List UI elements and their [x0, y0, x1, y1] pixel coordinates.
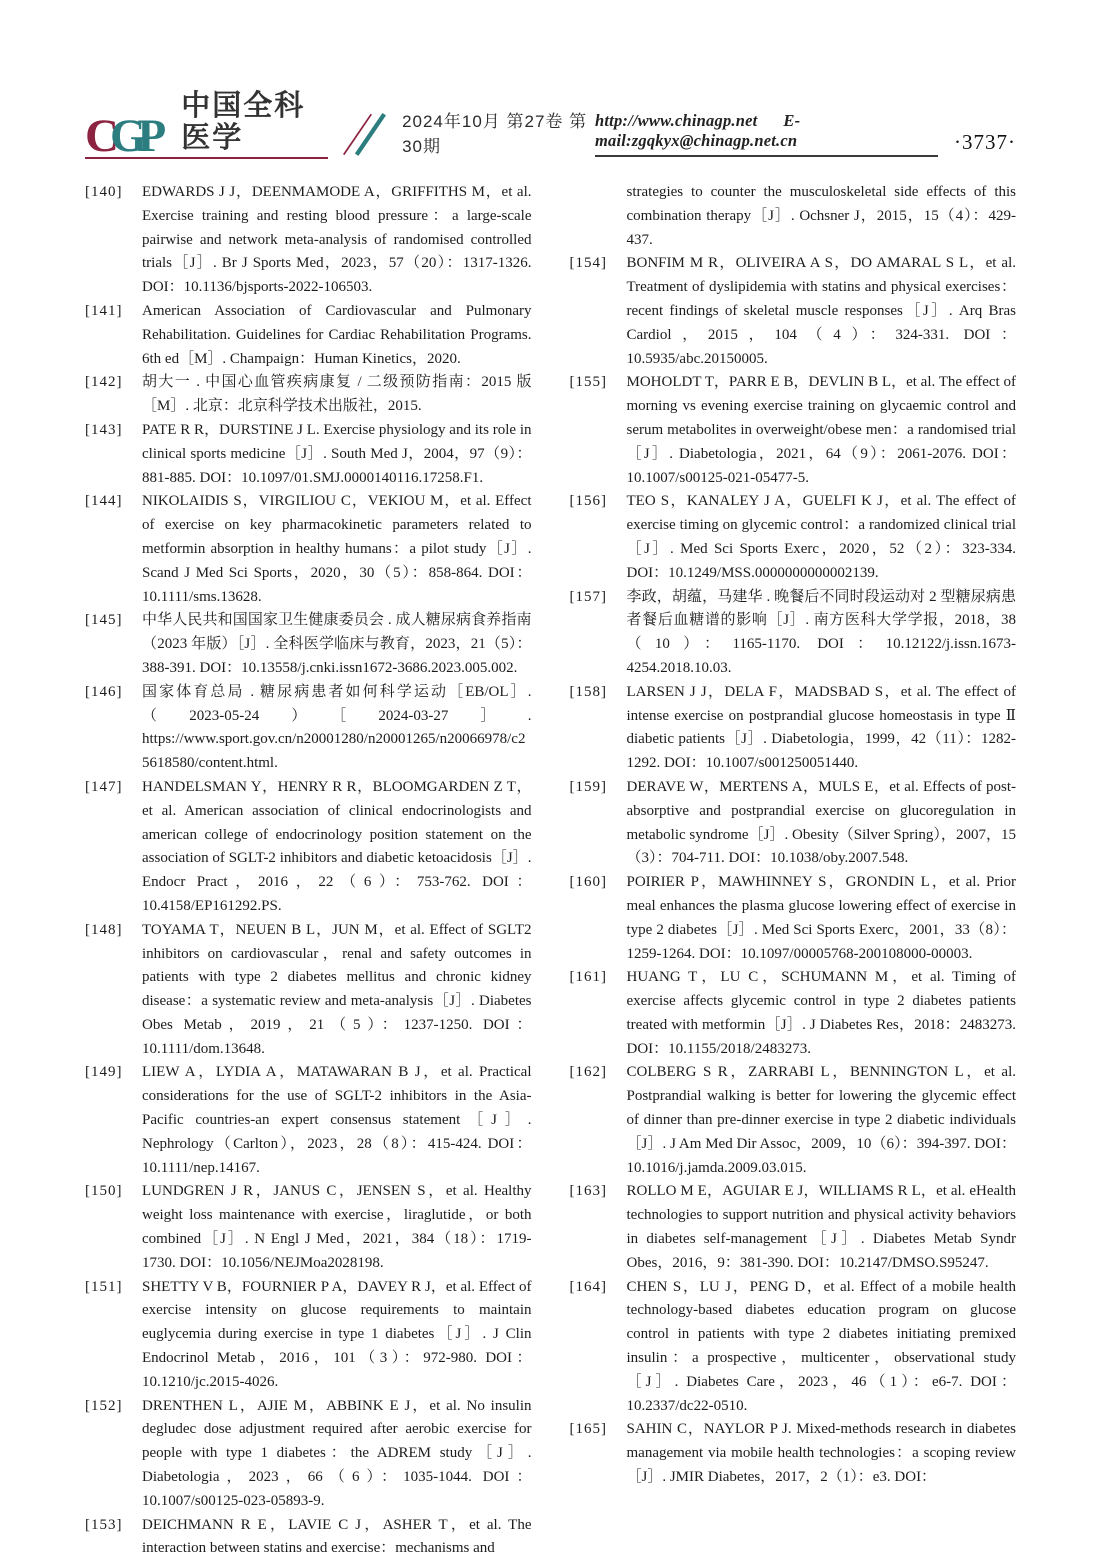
reference-number: [163]: [569, 1183, 607, 1200]
reference-item: [570, 490, 1017, 585]
reference-number: [145]: [85, 612, 123, 629]
reference-item: [85, 300, 532, 371]
reference-item: [85, 1514, 532, 1561]
slash-divider-icon: [342, 109, 392, 159]
header-right: [595, 111, 1016, 159]
reference-item: [85, 681, 532, 776]
reference-text: SHETTY V B，FOURNIER P A，DAVEY R J，et al. Effect of exercise intensity on glucose requirements to maintain euglycemia during exercise in type 1 diabetes［J］. J Clin Endocrinol Metab，2016，101（3）：972-980. DOI：10.1210/jc.2015-4026.: [142, 1278, 532, 1390]
reference-text: COLBERG S R，ZARRABI L，BENNINGTON L，et al. Postprandial walking is better for lowering the glycemic effect of dinner than pre-dinner exercise in type 2 diabetic individuals［J］. J Am Med Dir Assoc，2009，10（6）：394-397. DOI：10.1016/j.jamda.2009.03.015.: [626, 1064, 1016, 1176]
reference-text: DERAVE W，MERTENS A，MULS E，et al. Effects of post-absorptive and postprandial exercise on glucoregulation in metabolic syndrome［J］. Obesity（Silver Spring），2007，15（3）：704-711. DOI：10.1038/oby.2007.548.: [626, 778, 1016, 867]
website-email: [595, 111, 938, 157]
reference-item: [570, 1180, 1017, 1275]
reference-item: [85, 1180, 532, 1275]
references-left-column: [85, 181, 532, 1561]
reference-number: [152]: [85, 1397, 123, 1414]
logo-letter-p: P: [137, 110, 158, 162]
reference-number: [157]: [569, 588, 607, 605]
reference-text: PATE R R，DURSTINE J L. Exercise physiology and its role in clinical sports medicine［J］. South Med J，2004，97（9）：881-885. DOI：10.1097/01.SMJ.0000140116.17258.F1.: [142, 421, 532, 486]
reference-item: [570, 1418, 1017, 1489]
reference-text: MOHOLDT T，PARR E B，DEVLIN B L，et al. The effect of morning vs evening exercise training on glycaemic control and serum metabolites in overweight/obese men：a randomised trial［J］. Diabetologia，2021，64（9）：2061-2076. DOI：10.1007/s00125-021-05477-5.: [626, 374, 1016, 486]
reference-text: CHEN S，LU J，PENG D，et al. Effect of a mobile health technology-based diabetes education program on glucose control in patients with type 2 diabetes initiating premixed insulin：a prospective，multicenter，observational study［J］. Diabetes Care，2023，46（1）：e6-7. DOI：10.2337/dc22-0510.: [626, 1278, 1016, 1414]
reference-number: [148]: [85, 921, 123, 938]
reference-text: HUANG T，LU C，SCHUMANN M，et al. Timing of exercise affects glycemic control in type 2 diabetes patients treated with metformin［J］. J Diabetes Res，2018：2483273. DOI：10.1155/2018/2483273.: [626, 969, 1016, 1057]
reference-text: EDWARDS J J，DEENMAMODE A，GRIFFITHS M，et al. Exercise training and resting blood pressure：a large-scale pairwise and network meta-analysis of randomised controlled trials［J］. Br J Sports Med，2023，57（20）：1317-1326. DOI：10.1136/bjsports-2022-106503.: [142, 184, 532, 296]
reference-number: [150]: [85, 1183, 123, 1200]
reference-item: [85, 181, 532, 300]
reference-item: [570, 1061, 1017, 1180]
reference-number: [165]: [569, 1421, 607, 1438]
reference-item: [570, 681, 1017, 776]
reference-item: [570, 371, 1017, 490]
reference-text: TEO S，KANALEY J A，GUELFI K J，et al. The effect of exercise timing on glycemic control：a randomized clinical trial［J］. Med Sci Sports Exerc，2020，52（2）：323-334. DOI：10.1249/MSS.0000000000002139.: [626, 493, 1016, 581]
reference-item: [570, 252, 1017, 371]
reference-number: [570, 181, 627, 252]
reference-number: [154]: [569, 255, 607, 272]
reference-item: [85, 419, 532, 490]
reference-number: [162]: [569, 1064, 607, 1081]
reference-item: [85, 1395, 532, 1514]
reference-number: [155]: [569, 374, 607, 391]
reference-text: LARSEN J J，DELA F，MADSBAD S，et al. The effect of intense exercise on postprandial glucose homeostasis in type Ⅱ diabetic patients［J］. Diabetologia，1999，42（11）：1282-1292. DOI：10.1007/s001250051440.: [626, 683, 1016, 772]
website-url: http://www.chinagp.net: [595, 111, 758, 130]
journal-name: 中国全科医学: [181, 90, 306, 154]
reference-number: [158]: [569, 683, 607, 700]
reference-number: [164]: [569, 1278, 607, 1295]
email-address: E-mail:zgqkyx@chinagp.net.cn: [595, 111, 801, 150]
reference-number: [161]: [569, 969, 607, 986]
reference-text: 胡大一 . 中国心血管疾病康复 / 二级预防指南：2015 版［M］. 北京：北京科学技术出版社，2015.: [142, 374, 532, 415]
reference-text: 中华人民共和国国家卫生健康委员会 . 成人糖尿病食养指南（2023 年版）［J］. 全科医学临床与教育，2023，21（5）：388-391. DOI：10.13558/j.cnki.issn1672-3686.2023.005.002.: [142, 612, 532, 676]
reference-text: American Association of Cardiovascular and Pulmonary Rehabilitation. Guidelines for Cardiac Rehabilitation Programs. 6th ed［M］. Champaign：Human Kinetics，2020.: [142, 302, 532, 367]
reference-text: 李政，胡蕴，马建华 . 晚餐后不同时段运动对 2 型糖尿病患者餐后血糖谱的影响［J］. 南方医科大学学报，2018，38（10）：1165-1170. DOI：10.12122/j.issn.1673-4254.2018.10.03.: [626, 588, 1016, 676]
reference-number: [151]: [85, 1278, 123, 1295]
reference-text: BONFIM M R，OLIVEIRA A S，DO AMARAL S L，et al. Treatment of dyslipidemia with statins and physical exercises：recent findings of skeletal muscle responses［J］. Arq Bras Cardiol，2015，104（4）：324-331. DOI：10.5935/abc.20150005.: [626, 255, 1016, 367]
references-right-column: [570, 181, 1017, 1561]
reference-number: [140]: [85, 184, 123, 200]
page-header: [85, 90, 1016, 162]
reference-number: [141]: [85, 302, 123, 319]
reference-item: [85, 609, 532, 680]
references-section: [85, 181, 1016, 1561]
reference-item: [85, 371, 532, 419]
reference-text: DEICHMANN R E，LAVIE C J，ASHER T，et al. The interaction between statins and exercise：mechanisms and: [142, 1516, 532, 1557]
reference-text: DRENTHEN L，AJIE M，ABBINK E J，et al. No insulin degludec dose adjustment required after aerobic exercise for people with type 1 diabetes：the ADREM study［J］. Diabetologia，2023，66（6）：1035-1044. DOI：10.1007/s00125-023-05893-9.: [142, 1397, 532, 1509]
reference-text: POIRIER P，MAWHINNEY S，GRONDIN L，et al. Prior meal enhances the plasma glucose lowering effect of exercise in type 2 diabetes［J］. Med Sci Sports Exerc，2001，33（8）：1259-1264. DOI：10.1097/00005768-200108000-00003.: [626, 874, 1016, 962]
reference-item: [570, 181, 1017, 252]
reference-number: [143]: [85, 421, 123, 438]
reference-number: [160]: [569, 874, 607, 891]
reference-text: SAHIN C，NAYLOR P J. Mixed-methods research in diabetes management via mobile health technologies：a scoping review［J］. JMIR Diabetes，2017，2（1）：e3. DOI：: [626, 1421, 1016, 1486]
reference-number: [149]: [85, 1064, 123, 1081]
journal-logo-block: [85, 90, 328, 162]
reference-number: [147]: [85, 778, 123, 795]
reference-number: [153]: [85, 1516, 123, 1533]
reference-number: [146]: [85, 683, 123, 700]
reference-item: [85, 919, 532, 1062]
reference-item: [570, 1276, 1017, 1419]
page-number: ·3737·: [954, 130, 1016, 154]
reference-item: [85, 1061, 532, 1180]
reference-text: 国家体育总局 . 糖尿病患者如何科学运动［EB/OL］.（2023-05-24）［2024-03-27］. https://www.sport.gov.cn/n20001280/n20001265/n20066978/c25618580/content.html.: [142, 683, 532, 772]
reference-number: [156]: [569, 493, 607, 510]
reference-text: strategies to counter the musculoskeletal side effects of this combination therapy［J］. Ochsner J，2015，15（4）：429-437.: [626, 184, 1016, 248]
reference-item: [570, 776, 1017, 871]
reference-item: [85, 1276, 532, 1395]
reference-number: [159]: [569, 778, 607, 795]
logo-letter-g: G: [109, 110, 138, 162]
issue-info: 2024年10月 第27卷 第30期: [402, 112, 588, 156]
reference-text: TOYAMA T，NEUEN B L，JUN M，et al. Effect of SGLT2 inhibitors on cardiovascular，renal and safety outcomes in patients with type 2 diabetes mellitus and chronic kidney disease：a systematic review and meta-analysis［J］. Diabetes Obes Metab，2019，21（5）：1237-1250. DOI：10.1111/dom.13648.: [142, 921, 532, 1057]
reference-item: [85, 490, 532, 609]
reference-item: [85, 776, 532, 919]
cgp-logo-icon: [85, 110, 169, 162]
reference-text: ROLLO M E，AGUIAR E J，WILLIAMS R L，et al. eHealth technologies to support nutrition and physical activity behaviors in diabetes self-management［J］. Diabetes Metab Syndr Obes，2016，9：381-390. DOI：10.2147/DMSO.S95247.: [626, 1183, 1016, 1271]
reference-number: [144]: [85, 493, 123, 510]
logo-letter-c: C: [85, 110, 110, 162]
reference-text: LIEW A，LYDIA A，MATAWARAN B J，et al. Practical considerations for the use of SGLT-2 inhibitors in the Asia-Pacific countries-an expert consensus statement［J］. Nephrology（Carlton），2023，28（8）：415-424. DOI：10.1111/nep.14167.: [142, 1064, 532, 1176]
reference-number: [142]: [85, 374, 123, 391]
reference-text: HANDELSMAN Y，HENRY R R，BLOOMGARDEN Z T，et al. American association of clinical endocrinologists and american college of endocrinology position statement on the association of SGLT-2 inhibitors and diabetic ketoacidosis［J］. Endocr Pract，2016，22（6）：753-762. DOI：10.4158/EP161292.PS.: [142, 778, 532, 914]
reference-text: LUNDGREN J R，JANUS C，JENSEN S，et al. Healthy weight loss maintenance with exercise，liraglutide，or both combined［J］. N Engl J Med，2021，384（18）：1719-1730. DOI：10.1056/NEJMoa2028198.: [142, 1183, 532, 1271]
journal-brand: [85, 90, 595, 162]
reference-item: [570, 871, 1017, 966]
reference-item: [570, 966, 1017, 1061]
reference-item: [570, 586, 1017, 681]
reference-text: NIKOLAIDIS S，VIRGILIOU C，VEKIOU M，et al. Effect of exercise on key pharmacokinetic parameters related to metformin absorption in healthy humans：a pilot study［J］. Scand J Med Sci Sports，2020，30（5）：858-864. DOI：10.1111/sms.13628.: [142, 493, 532, 605]
